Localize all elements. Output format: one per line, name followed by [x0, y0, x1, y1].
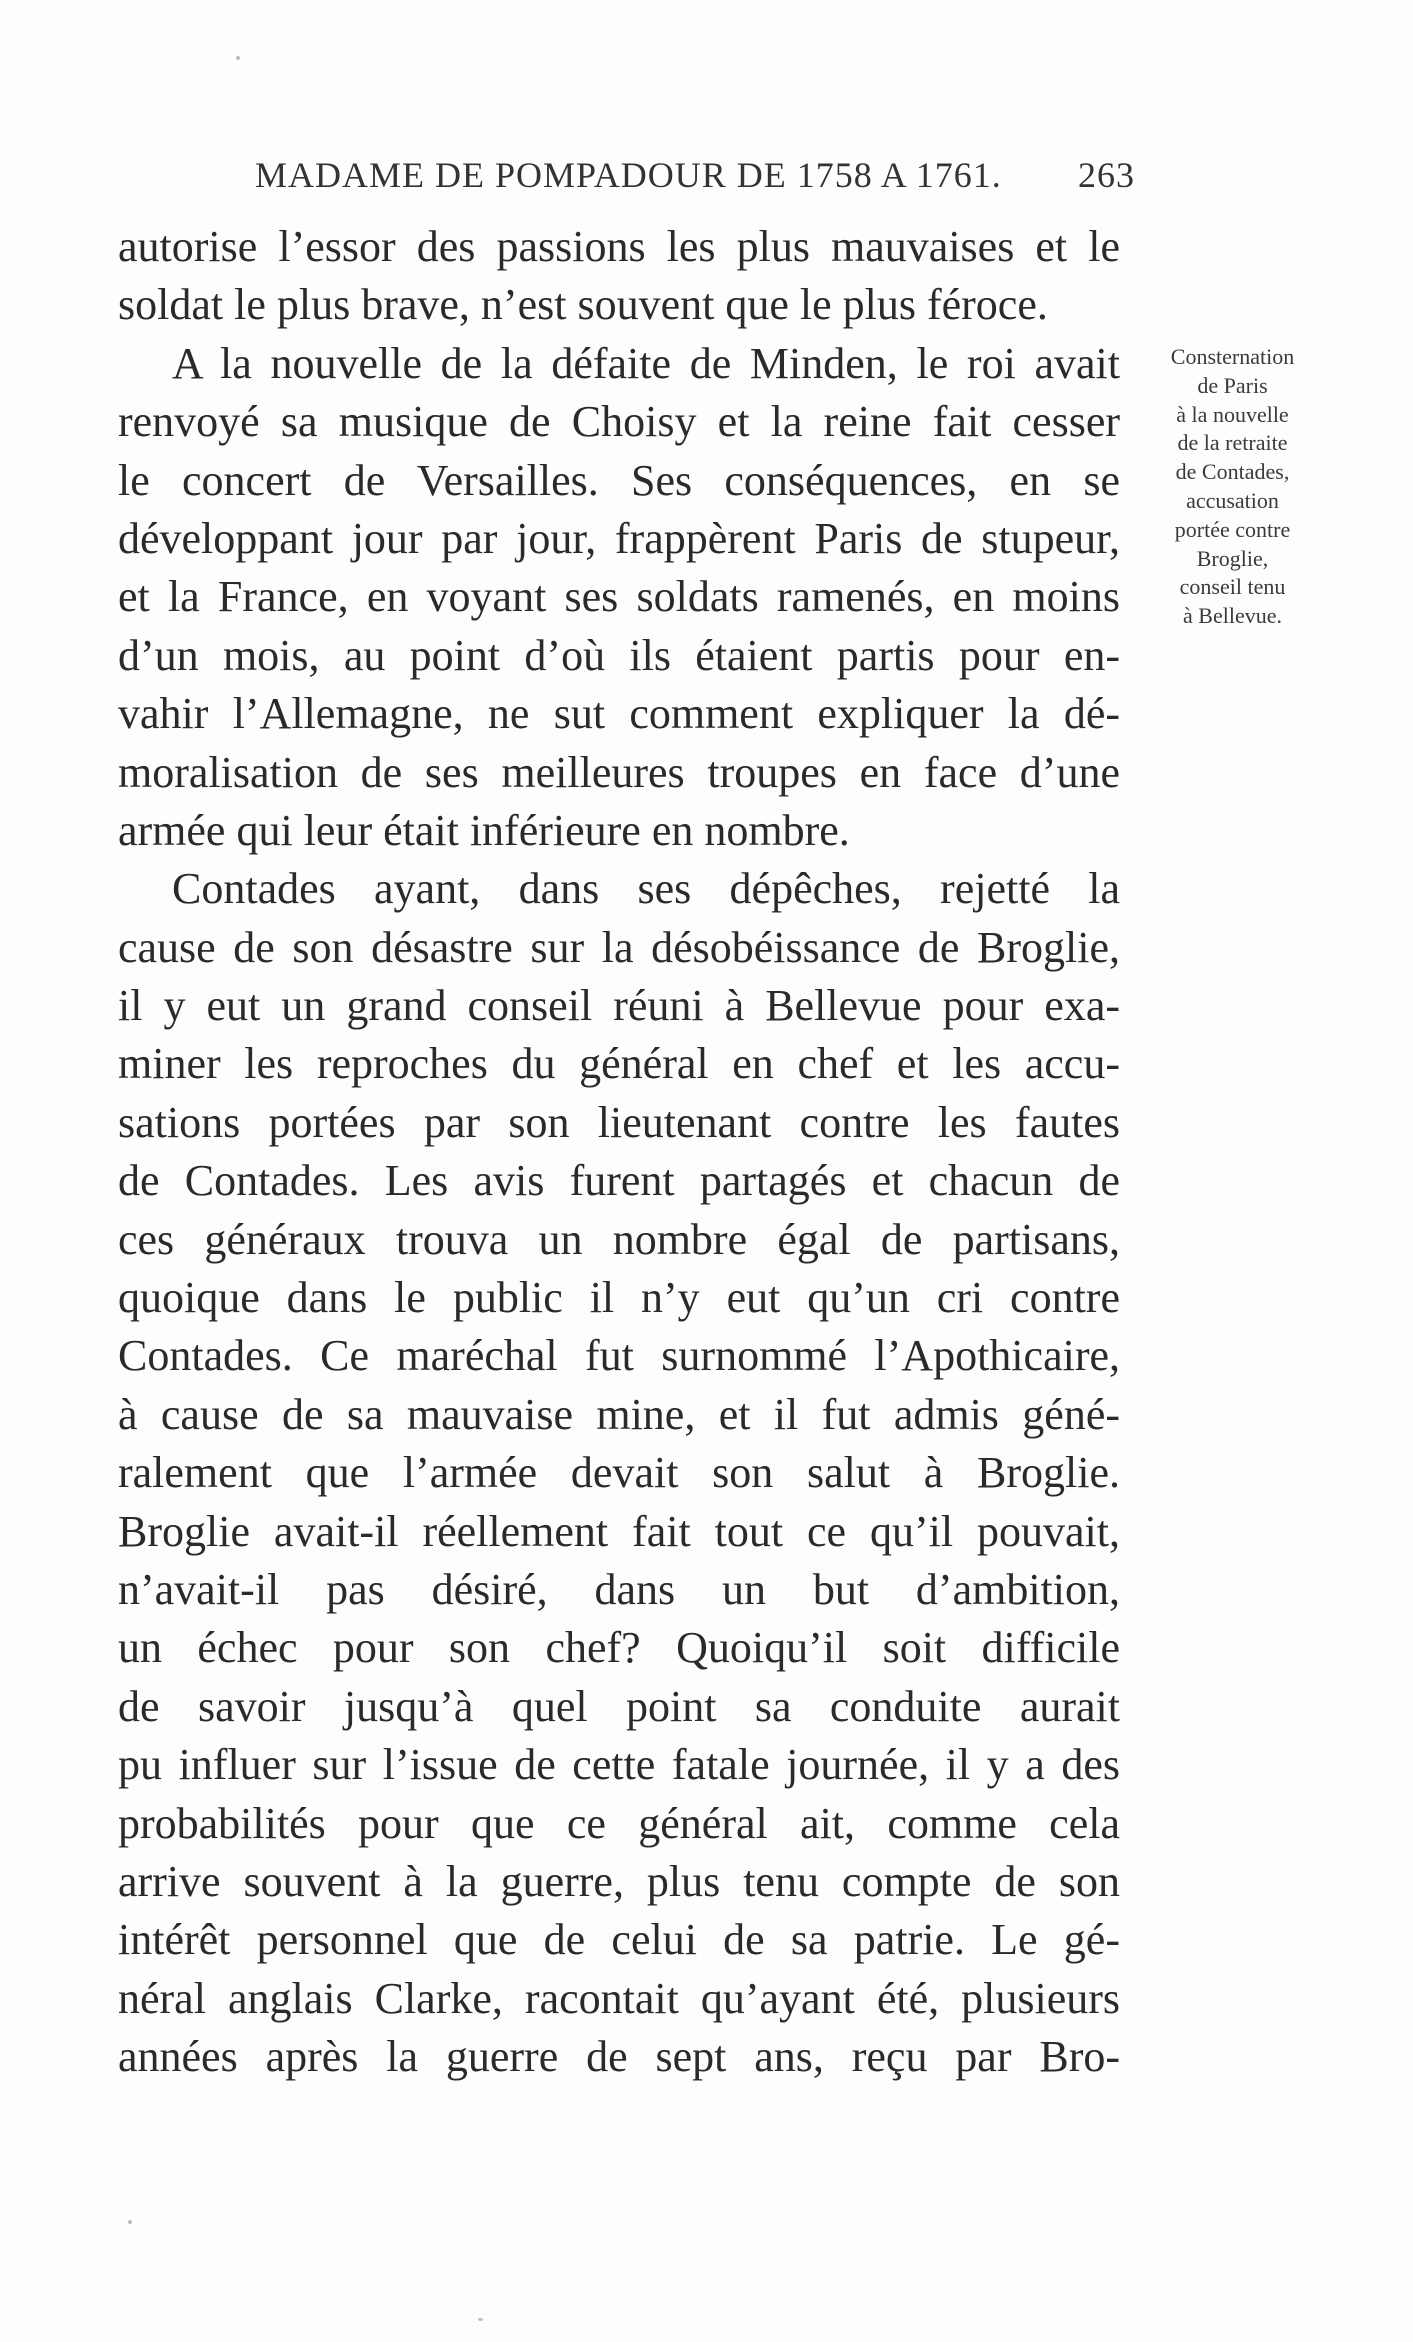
sidenote-line: à Bellevue.	[1183, 603, 1282, 629]
text-line: Broglie avait-il réellement fait tout ce qu’il pouvait,	[118, 1506, 1120, 1556]
text-line: autorise l’essor des passions les plus mauvaises et le	[118, 222, 1120, 271]
text-line: à cause de sa mauvaise mine, et il fut admis géné-	[118, 1389, 1120, 1439]
sidenote-line: portée contre	[1174, 516, 1291, 542]
text-line: soldat le plus brave, n’est souvent que le plus féroce.	[118, 280, 1048, 330]
text-line: Contades. Ce maréchal fut surnommé l’Apothicaire,	[118, 1331, 1120, 1381]
sidenote-line: de la retraite	[1177, 430, 1288, 456]
sidenote-line: de Paris	[1197, 372, 1268, 398]
text-line: d’un mois, au point d’où ils étaient partis pour en-	[118, 630, 1120, 680]
paper-speck	[236, 56, 240, 60]
text-line: ces généraux trouva un nombre égal de partisans,	[118, 1214, 1120, 1264]
text-line: ralement que l’armée devait son salut à Broglie.	[118, 1448, 1120, 1498]
sidenote-line: Consternation	[1170, 344, 1295, 369]
text-line: arrive souvent à la guerre, plus tenu compte de son	[118, 1856, 1120, 1906]
sidenote-line: Broglie,	[1196, 545, 1269, 571]
text-line: néral anglais Clarke, racontait qu’ayant été, plusieurs	[118, 1973, 1120, 2023]
running-head-title: MADAME DE POMPADOUR DE 1758 A 1761.	[255, 155, 1002, 195]
sidenote-line: conseil tenu	[1179, 574, 1286, 600]
text-line: vahir l’Allemagne, ne sut comment expliquer la dé-	[118, 689, 1120, 739]
text-line: et la France, en voyant ses soldats ramenés, en moins	[118, 572, 1120, 622]
text-line: moralisation de ses meilleures troupes en face d’une	[118, 747, 1120, 797]
text-line: n’avait-il pas désiré, dans un but d’ambition,	[118, 1564, 1120, 1614]
text-line: cause de son désastre sur la désobéissance de Broglie,	[118, 922, 1120, 972]
sidenote-line: accusation	[1186, 487, 1279, 513]
text-line: développant jour par jour, frappèrent Paris de stupeur,	[118, 513, 1120, 563]
text-line: pu influer sur l’issue de cette fatale journée, il y a des	[118, 1740, 1120, 1790]
text-line: un échec pour son chef? Quoiqu’il soit difficile	[118, 1623, 1120, 1673]
paper-speck	[478, 2318, 483, 2321]
paper-speck	[128, 2220, 132, 2224]
text-line: années après la guerre de sept ans, reçu par Bro-	[118, 2032, 1120, 2082]
text-line: miner les reproches du général en chef et les accu-	[118, 1039, 1120, 1089]
text-line: sations portées par son lieutenant contre les fautes	[118, 1097, 1120, 1147]
sidenote-line: de Contades,	[1175, 459, 1290, 485]
text-line: armée qui leur était inférieure en nombre.	[118, 805, 850, 855]
page-number: 263	[1078, 155, 1135, 195]
text-line: quoique dans le public il n’y eut qu’un cri contre	[118, 1273, 1120, 1323]
text-line: probabilités pour que ce général ait, comme cela	[118, 1798, 1120, 1848]
paragraph-start-line: Contades ayant, dans ses dépêches, rejetté la	[172, 864, 1120, 914]
body-text	[118, 218, 1120, 2087]
text-line: le concert de Versailles. Ses conséquences, en se	[118, 455, 1120, 505]
paragraph-start-line: A la nouvelle de la défaite de Minden, le roi avait	[172, 338, 1120, 388]
running-head	[255, 150, 1135, 200]
text-line: de savoir jusqu’à quel point sa conduite aurait	[118, 1681, 1120, 1731]
text-line: intérêt personnel que de celui de sa patrie. Le gé-	[118, 1915, 1120, 1965]
sidenote-line: à la nouvelle	[1176, 401, 1289, 427]
text-line: de Contades. Les avis furent partagés et chacun de	[118, 1156, 1120, 1206]
text-line: renvoyé sa musique de Choisy et la reine fait cesser	[118, 397, 1120, 447]
text-line: il y eut un grand conseil réuni à Bellevue pour exa-	[118, 981, 1120, 1031]
margin-sidenote	[1145, 343, 1320, 631]
